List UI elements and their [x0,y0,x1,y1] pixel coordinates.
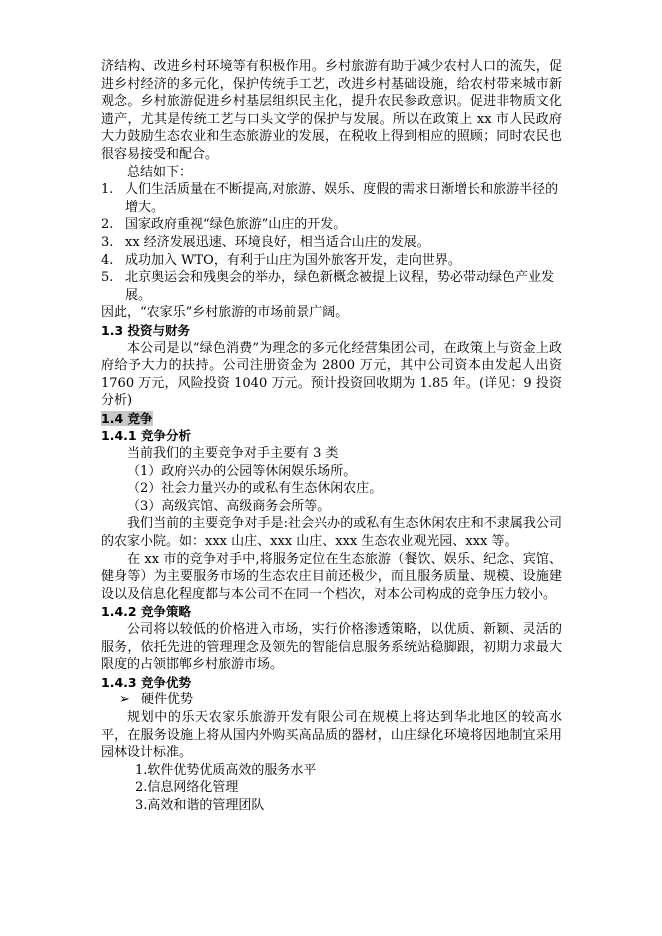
investment-paragraph: 本公司是以“绿色消费”为理念的多元化经营集团公司，在政策上与资金上政府给予大力的扶持。公司注册资金为 2800 万元，其中公司资本由发起人出资 1760 万元，风险投资 1040 万元。预计投资回收期为 1.85 年。(详见：9 投资分析) [101,340,562,409]
advantage-item: 3.高效和谐的管理团队 [135,797,265,813]
list-text: xx 经济发展迅速、环境良好，相当适合山庄的发展。 [125,234,430,250]
section-heading-1-4-3: 1.4.3 竞争优势 [101,674,191,690]
list-item [101,216,562,234]
competitor-paragraph-2: 在 xx 市的竞争对手中,将服务定位在生态旅游（餐饮、娱乐、纪念、宾馆、健身等）为主要服务市场的生态农庄目前还极少，而且服务质量、规模、设施建设以及信息化程度都与本公司不在同一个档次，对本公司构成的竞争压力较小。 [101,551,562,602]
advantage-paragraph: 规划中的乐天农家乐旅游开发有限公司在规模上将达到华北地区的较高水平，在服务设施上将从国内外购买高品质的器材，山庄绿化环境将因地制宜采用园林设计标准。 [101,709,562,761]
section-heading-1-4-2: 1.4.2 竞争策略 [101,604,191,620]
section-heading-1-4-1: 1.4.1 竞争分析 [101,428,191,444]
list-text: 国家政府重视“绿色旅游”山庄的开发。 [125,217,347,233]
list-item [101,181,562,216]
document-page [101,58,562,815]
list-item [101,234,562,252]
list-text: 成功加入 WTO，有利于山庄为国外旅客开发，走向世界。 [125,252,461,268]
advantage-item: 2.信息网络化管理 [135,780,239,796]
list-text: 北京奥运会和残奥会的举办，绿色新概念被提上议程，势必带动绿色产业发展。 [125,270,555,303]
list-number: 4. [101,252,114,268]
list-item [101,269,562,304]
strategy-paragraph: 公司将以较低的价格进入市场，实行价格渗透策略，以优质、新颖、灵活的服务，依托先进的管理理念及领先的智能信息服务系统站稳脚跟，初期力求最大限度的占领邯郸乡村旅游市场。 [101,622,562,673]
section-heading-1-4 [101,410,562,428]
competitor-item: （3）高级宾馆、高级商务会所等。 [127,498,331,514]
list-text: 人们生活质量在不断提高,对旅游、娱乐、度假的需求日渐增长和旅游半径的增大。 [125,182,559,215]
arrow-bullet-icon: ➢ [119,692,130,708]
list-number: 5. [101,270,114,286]
list-number: 1. [101,182,114,198]
section-heading-1-4-label: 1.4 竞争 [101,410,153,426]
list-number: 3. [101,234,114,250]
list-number: 2. [101,217,114,233]
advantage-bullet [101,691,562,709]
competitor-intro: 当前我们的主要竞争对手主要有 3 类 [127,446,339,462]
summary-label: 总结如下： [127,164,193,180]
advantage-item: 1.软件优势优质高效的服务水平 [135,762,317,778]
competitor-item: （1）政府兴办的公园等休闲娱乐场所。 [127,463,357,479]
competitor-item: （2）社会力量兴办的或私有生态休闲农庄。 [127,481,383,497]
competitor-paragraph-1: 我们当前的主要竞争对手是:社会兴办的或私有生态休闲农庄和不隶属我公司的农家小院。如：xxx 山庄、xxx 山庄、xxx 生态农业观光园、xxx 等。 [101,516,562,550]
conclusion-text: 因此，“农家乐”乡村旅游的市场前景广阔。 [101,305,349,321]
list-item [101,252,562,270]
advantage-bullet-label: 硬件优势 [141,692,194,708]
section-heading-1-3: 1.3 投资与财务 [101,322,190,338]
intro-paragraph: 济结构、改进乡村环境等有积极作用。乡村旅游有助于减少农村人口的流失，促进乡村经济的多元化，保护传统手工艺，改进乡村基础设施，给农村带来城市新观念。乡村旅游促进乡村基层组织民主化，提升农民参政意识。促进非物质文化遗产，尤其是传统工艺与口头文学的保护与发展。所以在政策上 xx 市人民政府大力鼓励生态农业和生态旅游业的发展，在税收上得到相应的照顾；同时农民也很容易接受和配合。 [101,59,562,162]
